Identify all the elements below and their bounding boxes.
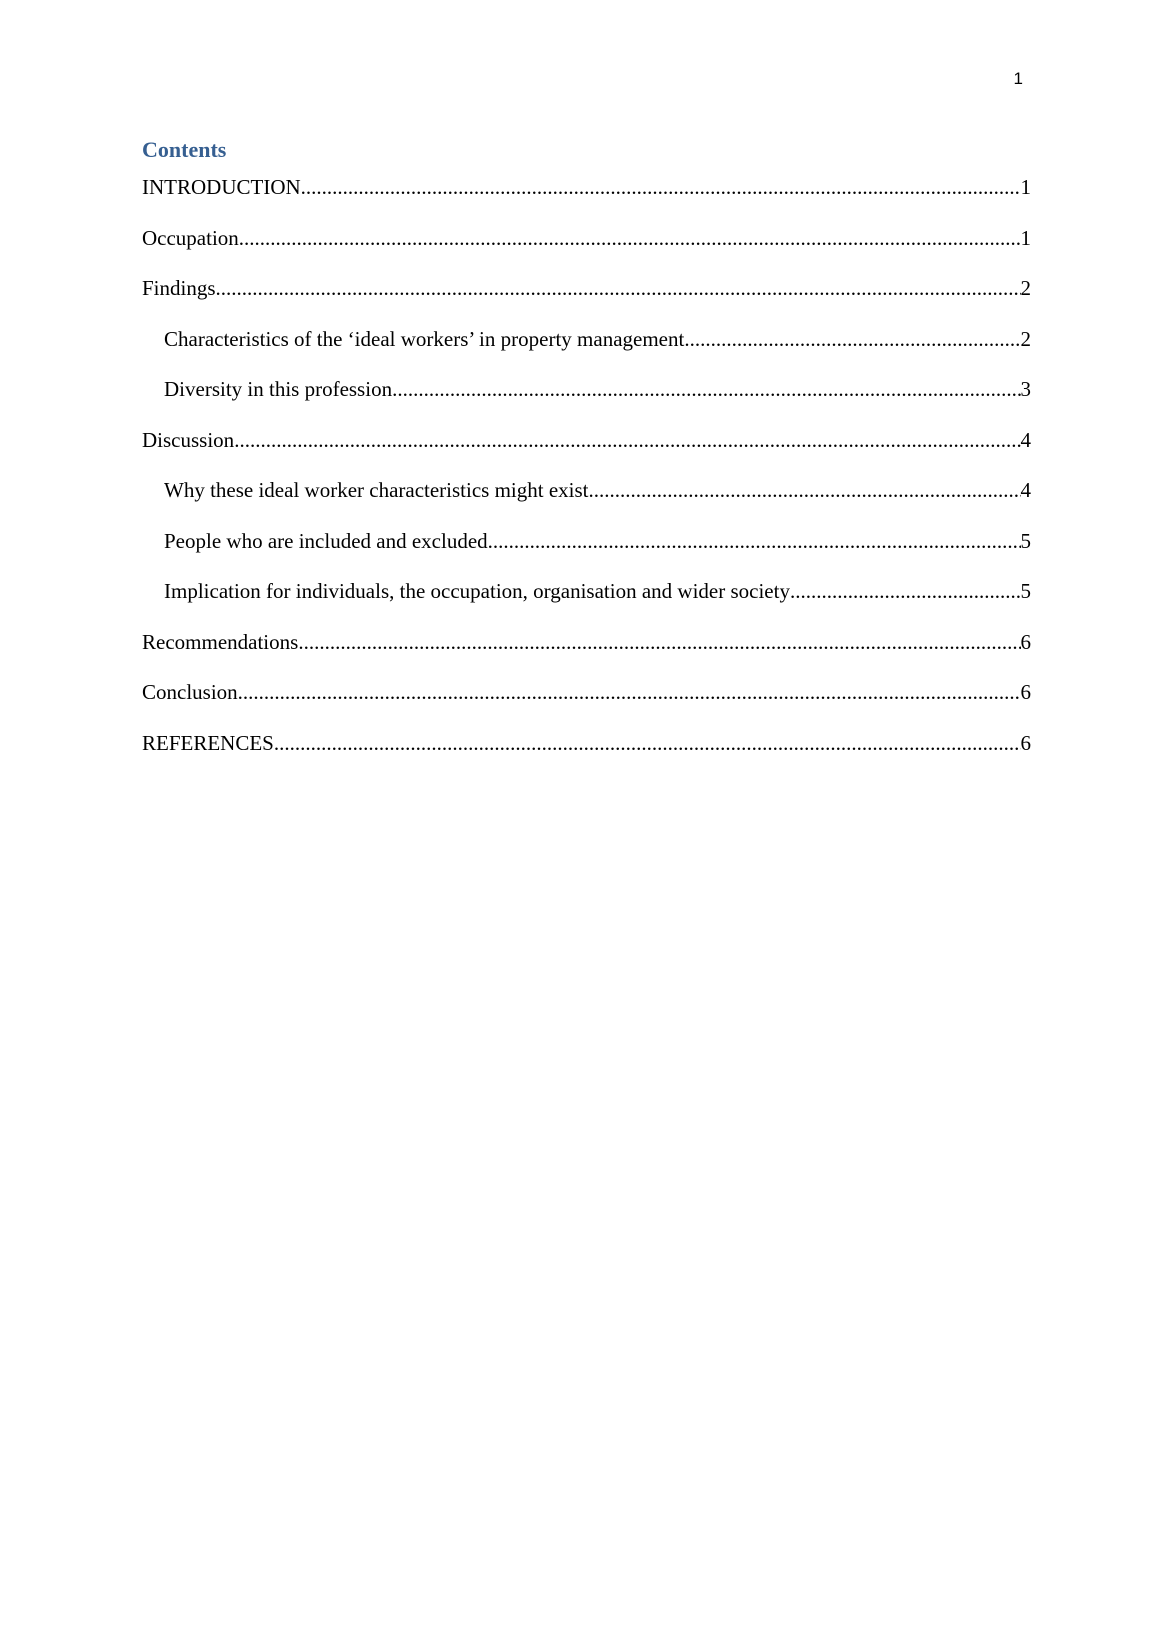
toc-dot-leader bbox=[239, 225, 1021, 251]
toc-entry-title: Diversity in this profession bbox=[164, 377, 393, 401]
page-number: 1 bbox=[1013, 69, 1023, 88]
toc-entry-page: 4 bbox=[1020, 427, 1031, 452]
toc-entry-page: 2 bbox=[1020, 326, 1031, 351]
toc-dot-leader bbox=[790, 578, 1021, 604]
toc-entry-page: 4 bbox=[1020, 478, 1031, 502]
table-of-contents bbox=[142, 136, 1031, 780]
toc-entry-title: Recommendations bbox=[142, 629, 299, 654]
toc-dot-leader bbox=[298, 629, 1020, 655]
toc-dot-leader bbox=[589, 477, 1021, 503]
toc-dot-leader bbox=[238, 679, 1021, 705]
toc-entry[interactable] bbox=[142, 730, 1031, 781]
toc-dot-leader bbox=[274, 730, 1021, 756]
toc-dot-leader bbox=[234, 427, 1020, 453]
toc-dot-leader bbox=[392, 376, 1020, 402]
toc-entry-page: 5 bbox=[1020, 579, 1031, 603]
toc-dot-leader bbox=[301, 174, 1021, 200]
toc-entry-title: Why these ideal worker characteristics might exist bbox=[164, 478, 589, 502]
toc-entry-title: REFERENCES bbox=[142, 730, 274, 755]
toc-entry-title: INTRODUCTION bbox=[142, 175, 301, 199]
toc-entry-page: 5 bbox=[1020, 528, 1031, 553]
toc-entry-title: Occupation bbox=[142, 225, 239, 250]
toc-entry-page: 3 bbox=[1020, 377, 1031, 401]
toc-entry-title: Discussion bbox=[142, 427, 235, 452]
toc-list bbox=[142, 174, 1031, 780]
toc-entry-title: Conclusion bbox=[142, 680, 238, 704]
toc-entry[interactable] bbox=[142, 528, 1031, 579]
toc-entry-page: 6 bbox=[1020, 730, 1031, 755]
toc-entry-page: 2 bbox=[1020, 276, 1031, 300]
toc-entry[interactable] bbox=[142, 275, 1031, 326]
toc-entry-title: People who are included and excluded bbox=[164, 528, 488, 553]
toc-entry-page: 6 bbox=[1020, 629, 1031, 654]
toc-entry[interactable] bbox=[142, 225, 1031, 276]
toc-dot-leader bbox=[684, 326, 1020, 352]
toc-heading: Contents bbox=[142, 137, 227, 162]
toc-entry-page: 1 bbox=[1020, 225, 1031, 250]
toc-entry-title: Implication for individuals, the occupation, organisation and wider society bbox=[164, 579, 790, 603]
toc-dot-leader bbox=[216, 275, 1021, 301]
toc-entry-page: 1 bbox=[1020, 175, 1031, 199]
toc-entry[interactable] bbox=[142, 629, 1031, 680]
toc-dot-leader bbox=[488, 528, 1021, 554]
toc-entry[interactable] bbox=[142, 376, 1031, 427]
toc-entry[interactable] bbox=[142, 326, 1031, 377]
toc-entry[interactable] bbox=[142, 477, 1031, 528]
toc-entry-title: Characteristics of the ‘ideal workers’ in property management bbox=[164, 326, 685, 351]
toc-entry[interactable] bbox=[142, 578, 1031, 629]
toc-entry-title: Findings bbox=[142, 276, 216, 300]
toc-entry[interactable] bbox=[142, 174, 1031, 225]
toc-entry-page: 6 bbox=[1020, 680, 1031, 704]
toc-entry[interactable] bbox=[142, 427, 1031, 478]
toc-entry[interactable] bbox=[142, 679, 1031, 730]
